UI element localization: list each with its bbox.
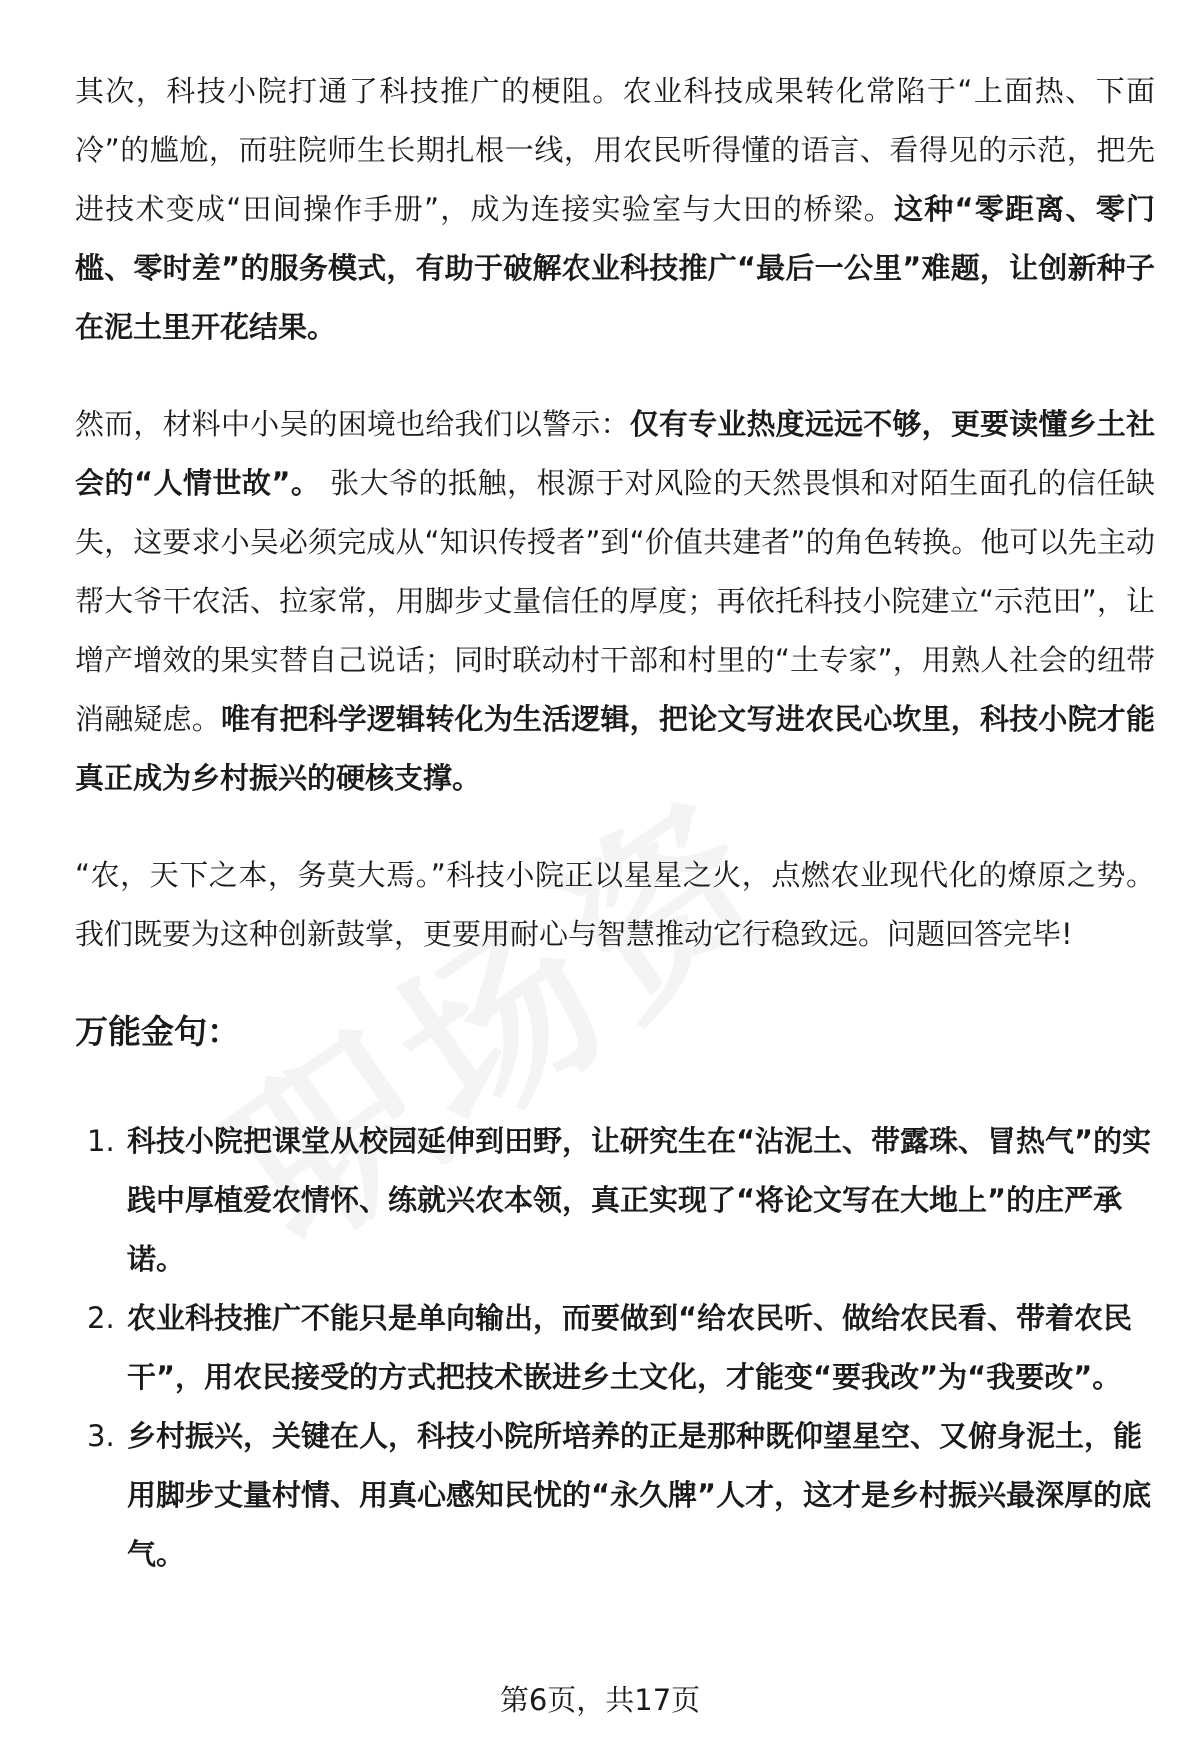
paragraph-2 <box>75 395 1155 808</box>
golden-sentences-list <box>75 1112 1155 1584</box>
list-number: 1. <box>87 1124 115 1158</box>
list-item <box>75 1407 1155 1584</box>
paragraph-1 <box>75 62 1155 357</box>
paragraph-2-run-4: 唯有把科学逻辑转化为生活逻辑，把论文写进农民心坎里，科技小院才能真正成为乡村振兴的硬核支撑。 <box>75 702 1155 795</box>
list-item-text: 乡村振兴，关键在人，科技小院所培养的正是那种既仰望星空、又俯身泥土，能用脚步丈量村情、用真心感知民忧的“永久牌”人才，这才是乡村振兴最深厚的底气。 <box>127 1419 1152 1571</box>
list-number: 2. <box>87 1301 115 1335</box>
list-item-text: 科技小院把课堂从校园延伸到田野，让研究生在“沾泥土、带露珠、冒热气”的实践中厚植爱农情怀、练就兴农本领，真正实现了“将论文写在大地上”的庄严承诺。 <box>127 1124 1152 1276</box>
paragraph-1-run-2: 这种“零距离、零门槛、零时差”的服务模式，有助于破解农业科技推广“最后一公里”难题，让创新种子在泥土里开花结果。 <box>75 192 1155 344</box>
paragraph-2-run-3: 张大爷的抵触，根源于对风险的天然畏惧和对陌生面孔的信任缺失，这要求小吴必须完成从“知识传授者”到“价值共建者”的角色转换。他可以先主动帮大爷干农活、拉家常，用脚步丈量信任的厚度；再依托科技小院建立“示范田”，让增产增效的果实替自己说话；同时联动村干部和村里的“土专家”，用熟人社会的纽带消融疑虑。 <box>75 466 1155 736</box>
paragraph-2-run-1: 然而，材料中小吴的困境也给我们以警示： <box>75 407 630 441</box>
document-page <box>75 62 1155 1584</box>
list-item <box>75 1112 1155 1289</box>
paragraph-3-run-1: “农，天下之本，务莫大焉。”科技小院正以星星之火，点燃农业现代化的燎原之势。我们既要为这种创新鼓掌，更要用耐心与智慧推动它行稳致远。问题回答完毕! <box>75 858 1155 951</box>
paragraph-1-run-1: 其次，科技小院打通了科技推广的梗阻。农业科技成果转化常陷于“上面热、下面冷”的尴尬，而驻院师生长期扎根一线，用农民听得懂的语言、看得见的示范，把先进技术变成“田间操作手册”，成为连接实验室与大田的桥梁。 <box>75 74 1155 226</box>
paragraph-2-run-2: 仅有专业热度远远不够，更要读懂乡土社会的“人情世故”。 <box>75 407 1155 500</box>
list-item <box>75 1289 1155 1407</box>
list-number: 3. <box>87 1419 115 1453</box>
page-footer: 第6页，共17页 <box>499 1683 701 1717</box>
paragraph-3 <box>75 846 1155 964</box>
section-heading: 万能金句： <box>75 1012 240 1051</box>
list-item-text: 农业科技推广不能只是单向输出，而要做到“给农民听、做给农民看、带着农民干”，用农民接受的方式把技术嵌进乡土文化，才能变“要我改”为“我要改”。 <box>127 1301 1133 1394</box>
